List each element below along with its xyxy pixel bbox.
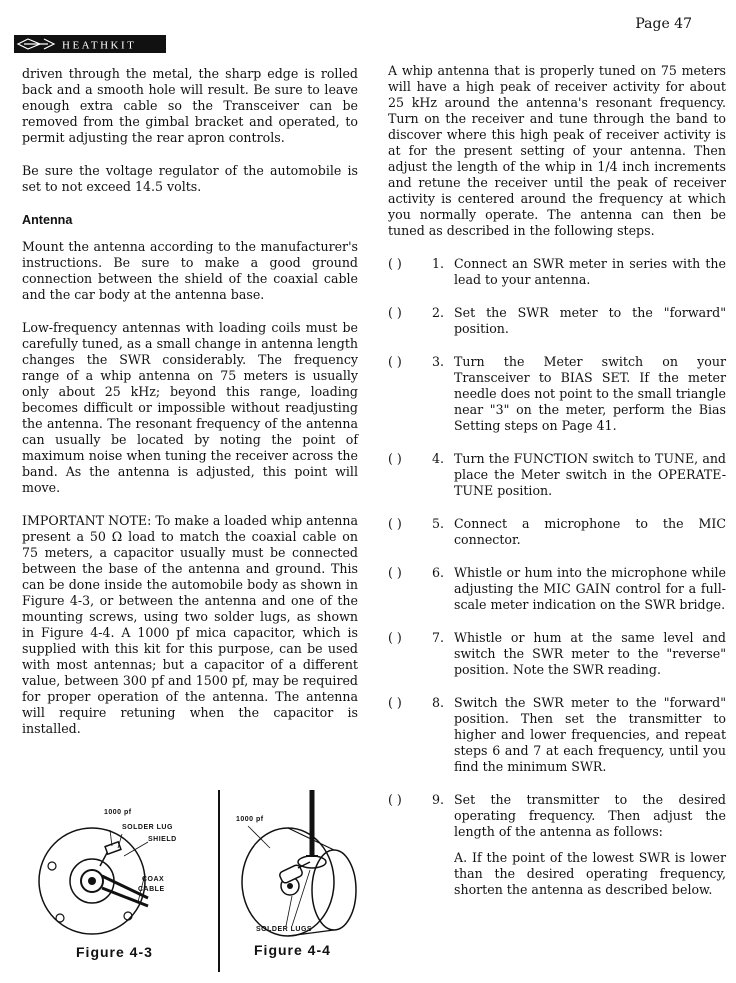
- step-checkbox: ( ): [388, 516, 402, 531]
- step-item: [388, 451, 726, 499]
- logo-wordmark: HEATHKIT: [62, 39, 137, 52]
- step-number: 8.: [432, 695, 445, 710]
- paragraph-mount-antenna: Mount the antenna according to the manufacturer's instructions. Be sure to make a good ground connection between the shield of the coaxial cable and the car body at the antenna base.: [22, 239, 358, 302]
- step-checkbox: ( ): [388, 354, 402, 369]
- step-checkbox: ( ): [388, 792, 402, 807]
- paragraph-voltage-regulator: Be sure the voltage regulator of the automobile is set to not exceed 14.5 volts.: [22, 163, 358, 194]
- paragraph-cable-hole: driven through the metal, the sharp edge is rolled back and a smooth hole will result. Be sure to leave enough extra cable so the Transceiver can be removed from the gimbal bracket and operated, to permit adjusting the rear apron controls.: [22, 66, 358, 145]
- label-solder-lug: SOLDER LUG: [122, 824, 173, 831]
- label-coax: COAX: [142, 876, 165, 883]
- section-heading-antenna: Antenna: [22, 213, 73, 227]
- right-column: [388, 63, 726, 906]
- page-number: Page 47: [635, 16, 692, 32]
- step-text: Connect a microphone to the MIC connector.: [454, 516, 726, 547]
- figure-4-3-caption: Figure 4-3: [76, 944, 153, 960]
- step-item: [388, 565, 726, 613]
- step-checkbox: ( ): [388, 630, 402, 645]
- label-shield: SHIELD: [148, 836, 177, 843]
- step-checkbox: ( ): [388, 451, 402, 466]
- step-checkbox: ( ): [388, 305, 402, 320]
- step-list: [388, 256, 726, 898]
- label-solder-lugs: SOLDER LUGS: [256, 926, 313, 933]
- substep-a-text: A. If the point of the lowest SWR is lower than the desired operating frequency, shorten the antenna as described below.: [454, 850, 726, 897]
- step-text: Switch the SWR meter to the "forward" position. Then set the transmitter to higher and lower frequencies, and repeat steps 6 and 7 at each frequency, until you find the minimum SWR.: [454, 695, 726, 774]
- step-item: [388, 305, 726, 337]
- step-text: Set the transmitter to the desired operating frequency. Then adjust the length of the antenna as follows:: [454, 792, 726, 839]
- figure-4-4: [226, 790, 366, 976]
- step-item: [388, 516, 726, 548]
- step-text: Whistle or hum at the same level and switch the SWR meter to the "reverse" position. Note the SWR reading.: [454, 630, 726, 677]
- label-cable: CABLE: [138, 886, 165, 893]
- step-text: Whistle or hum into the microphone while adjusting the MIC GAIN control for a full-scale meter indication on the SWR bridge.: [454, 565, 726, 612]
- step-item: [388, 792, 726, 840]
- step-number: 1.: [432, 256, 445, 271]
- paragraph-whip-antenna-tuning: A whip antenna that is properly tuned on 75 meters will have a high peak of receiver activity for about 25 kHz around the antenna's resonant frequency. Turn on the receiver and tune through the band to discover where this high peak of receiver activity is at for the present setting of your antenna. Then adjust the length of the whip in 1/4 inch increments and retune the receiver until the peak of receiver activity is centered around the frequency at which you normally operate. The antenna can then be tuned as described in the following steps.: [388, 63, 726, 238]
- figure-divider: [218, 790, 220, 972]
- step-number: 5.: [432, 516, 445, 531]
- label-1000pf-fig44: 1000 pf: [236, 816, 264, 823]
- step-text: Set the SWR meter to the "forward" position.: [454, 305, 726, 336]
- step-checkbox: ( ): [388, 256, 402, 271]
- step-item: [388, 695, 726, 775]
- figure-4-3: [30, 806, 220, 976]
- step-item: [388, 256, 726, 288]
- step-text: Connect an SWR meter in series with the lead to your antenna.: [454, 256, 726, 287]
- step-text: Turn the Meter switch on your Transceiver to BIAS SET. If the meter needle does not point to the small triangle near "3" on the meter, perform the Bias Setting steps on Page 41.: [454, 354, 726, 433]
- heathkit-logo-banner: [14, 33, 166, 55]
- step-number: 3.: [432, 354, 445, 369]
- figure-4-4-caption: Figure 4-4: [254, 942, 331, 958]
- step-number: 4.: [432, 451, 445, 466]
- paragraph-low-frequency-antennas: Low-frequency antennas with loading coils must be carefully tuned, as a small change in antenna length changes the SWR considerably. The frequency range of a whip antenna on 75 meters is usually only about 25 kHz; beyond this range, loading becomes difficult or impossible without readjusting the antenna. The resonant frequency of the antenna can usually be located by noting the point of maximum noise when tuning the receiver across the band. As the antenna is adjusted, this point will move.: [22, 320, 358, 495]
- step-checkbox: ( ): [388, 695, 402, 710]
- step-item: [388, 354, 726, 434]
- step-number: 6.: [432, 565, 445, 580]
- figure-4-4-drawing: [226, 790, 366, 940]
- step-text: Turn the FUNCTION switch to TUNE, and place the Meter switch in the OPERATE-TUNE position.: [454, 451, 726, 498]
- step-checkbox: ( ): [388, 565, 402, 580]
- step-number: 7.: [432, 630, 445, 645]
- paragraph-important-note: IMPORTANT NOTE: To make a loaded whip antenna present a 50 Ω load to match the coaxial cable on 75 meters, a capacitor usually must be connected between the base of the antenna and ground. This can be done inside the automobile body as shown in Figure 4-3, or between the antenna and one of the mounting screws, using two solder lugs, as shown in Figure 4-4. A 1000 pf mica capacitor, which is supplied with this kit for this purpose, can be used with most antennas; but a capacitor of a different value, between 300 pf and 1500 pf, may be required for proper operation of the antenna. The antenna will require retuning when the capacitor is installed.: [22, 513, 358, 736]
- left-column: [22, 66, 358, 754]
- label-1000pf-fig43: 1000 pf: [104, 809, 132, 816]
- step-item: [388, 630, 726, 678]
- step-number: 2.: [432, 305, 445, 320]
- substep-a: [454, 850, 726, 898]
- step-number: 9.: [432, 792, 445, 807]
